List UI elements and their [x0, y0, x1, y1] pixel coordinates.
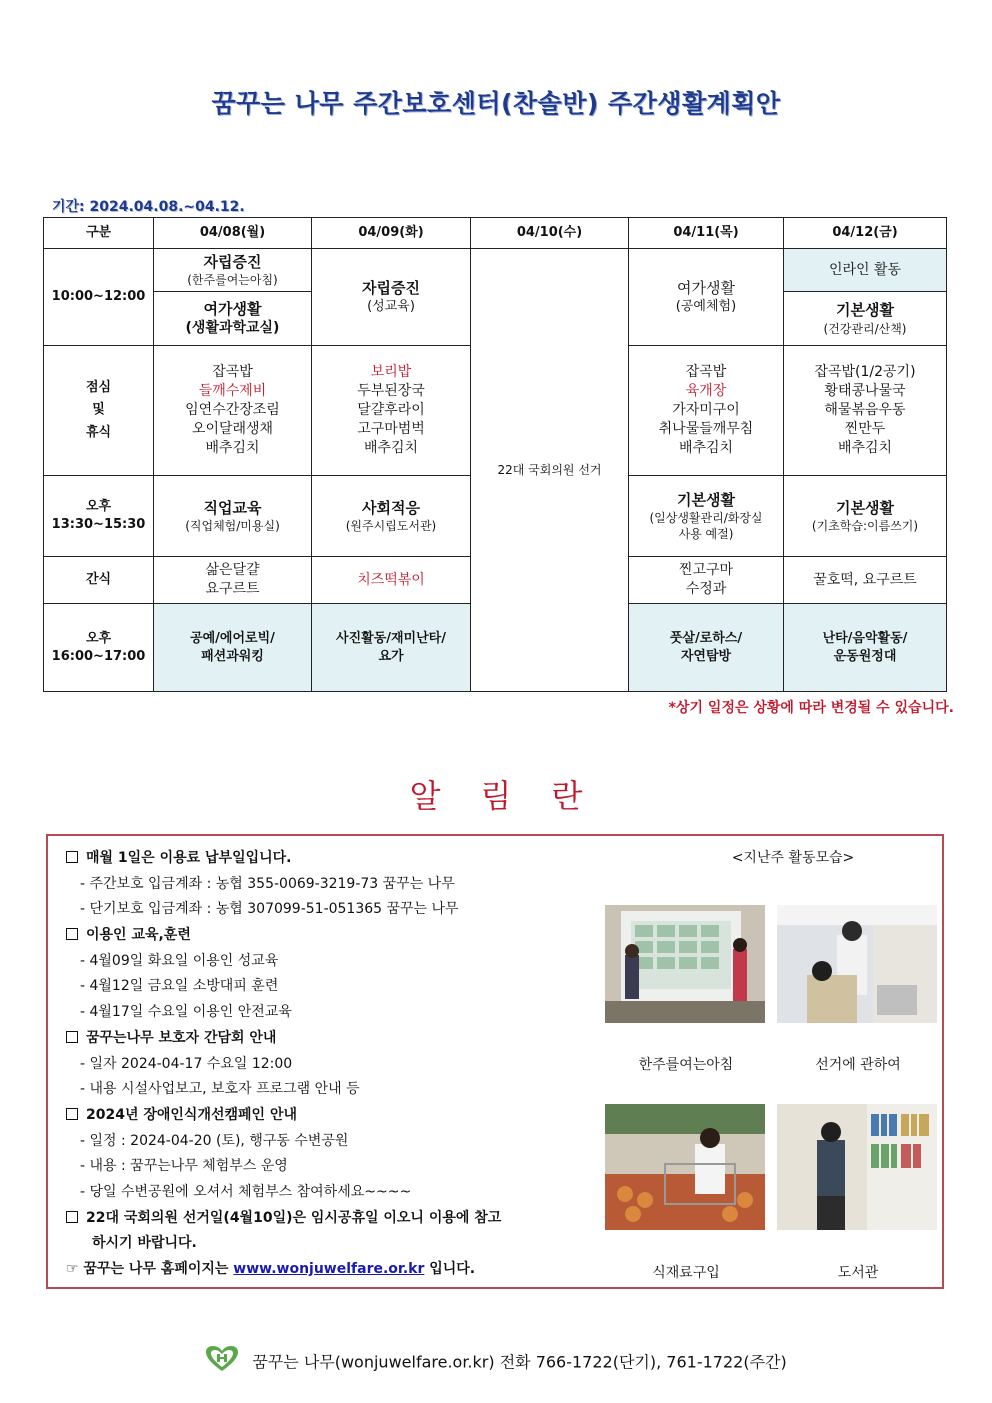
list-item: 하시기 바랍니다.: [92, 1235, 197, 1252]
photo-library-image: [777, 1104, 937, 1230]
row-label-late-afternoon: 오후 16:00~17:00: [44, 604, 154, 692]
fri-pm-cell: [784, 476, 947, 557]
mon-am2-main: 여가생활: [203, 299, 262, 318]
thu-am-sub: (공예체험): [675, 299, 737, 315]
header-fri: 04/12(금): [784, 218, 947, 249]
tue-pm-cell: [312, 476, 471, 557]
fri-lunch-cell: 잡곡밥(1/2공기) 황태콩나물국 해물볶음우동 찐만두 배추김치: [784, 346, 947, 476]
homepage-link[interactable]: www.wonjuwelfare.or.kr: [233, 1261, 425, 1277]
fri-late-cell: 난타/음악활동/ 운동원정대: [784, 604, 947, 692]
list-item: - 단기보호 입금계좌 : 농협 307099-51-051365 꿈꾸는 나무: [80, 901, 459, 918]
mon-pm-main: 직업교육: [203, 498, 262, 517]
header-tue: 04/09(화): [312, 218, 471, 249]
period-label: 기간: 2024.04.08.~04.12.: [52, 199, 245, 215]
row-label-lunch: 점심 및 휴식: [44, 346, 154, 476]
thu-pm-main: 기본생활: [677, 490, 735, 509]
heart-logo-icon: [205, 1345, 239, 1377]
list-item: - 내용 시설사업보고, 보호자 프로그램 안내 등: [80, 1081, 360, 1098]
notice-board: [46, 834, 944, 1289]
fri-am1-cell: 인라인 활동: [784, 249, 947, 292]
mon-am2-cell: [154, 292, 312, 346]
gallery-caption: 도서관: [837, 1265, 879, 1281]
thu-pm-sub: (일상생활관리/화장실 사용 예절): [649, 510, 763, 542]
list-item: - 일자 2024-04-17 수요일 12:00: [80, 1055, 293, 1072]
list-item: - 주간보호 입금계좌 : 농협 355-0069-3219-73 꿈꾸는 나무: [80, 875, 455, 892]
gallery-title: <지난주 활동모습>: [731, 850, 855, 866]
tue-late-cell: 사진활동/재미난타/ 요가: [312, 604, 471, 692]
list-item: - 일정 : 2024-04-20 (토), 행구동 수변공원: [80, 1132, 349, 1149]
header-category: 구분: [44, 218, 154, 249]
photo-grocery-image: [605, 1104, 765, 1230]
checkbox-square-icon: [66, 1211, 78, 1223]
fri-snack-cell: 꿀호떡, 요구르트: [784, 557, 947, 604]
checkbox-square-icon: [66, 1108, 78, 1120]
thu-late-cell: 풋살/로하스/ 자연탐방: [629, 604, 784, 692]
tue-am-main: 자립증진: [362, 279, 420, 298]
header-mon: 04/08(월): [154, 218, 312, 249]
photo-library: [777, 1104, 937, 1230]
wed-all-cell: 22대 국회의원 선거: [471, 249, 629, 692]
header-thu: 04/11(목): [629, 218, 784, 249]
list-item: 매월 1일은 이용료 납부일입니다.: [66, 846, 586, 872]
tue-am-cell: [312, 249, 471, 346]
photo-election: [777, 905, 937, 1023]
tue-lunch-cell: 보리밥 두부된장국 달걀후라이 고구마범벅 배추김치: [312, 346, 471, 476]
row-label-morning: 10:00~12:00: [44, 249, 154, 346]
photo-projector-image: [605, 905, 765, 1023]
thu-lunch-cell: 잡곡밥 육개장 가자미구이 취나물들깨무침 배추김치: [629, 346, 784, 476]
thu-pm-cell: [629, 476, 784, 557]
gallery-caption: 한주를여는아침: [638, 1057, 734, 1073]
list-item: 2024년 장애인식개선캠페인 안내: [66, 1103, 586, 1129]
thu-snack-cell: 찐고구마 수정과: [629, 557, 784, 604]
list-item: - 4월12일 금요일 소방대피 훈련: [80, 978, 279, 995]
footer: [0, 1345, 992, 1377]
table-header-row: [44, 218, 947, 249]
schedule-change-note: *상기 일정은 상황에 따라 변경될 수 있습니다.: [668, 700, 954, 716]
weekly-schedule-table: [43, 217, 947, 692]
mon-lunch-cell: 잡곡밥 들깨수제비 임연수간장조림 오이달래생채 배추김치: [154, 346, 312, 476]
list-item: 꿈꾸는나무 보호자 간담회 안내: [66, 1026, 586, 1052]
gallery-caption: 선거에 관하여: [815, 1057, 901, 1073]
mon-am1-main: 자립증진: [203, 252, 262, 271]
notice-heading: 알림란: [409, 777, 623, 815]
mon-snack-cell: 삶은달걀 요구르트: [154, 557, 312, 604]
row-label-afternoon: 오후 13:30~15:30: [44, 476, 154, 557]
list-item: 22대 국회의원 선거일(4월10일)은 임시공휴일 이오니 이용에 참고: [66, 1206, 586, 1232]
list-item: - 당일 수변공원에 오셔서 체험부스 참여하세요~~~~: [80, 1183, 412, 1200]
tue-snack-cell: 치즈떡볶이: [312, 557, 471, 604]
mon-am1-sub: (한주를여는아침): [187, 273, 278, 288]
checkbox-square-icon: [66, 928, 78, 940]
photo-election-image: [777, 905, 937, 1023]
mon-late-cell: 공예/에어로빅/ 패션과워킹: [154, 604, 312, 692]
tue-pm-sub: (원주시립도서관): [345, 519, 437, 534]
mon-am1-cell: [154, 249, 312, 292]
mon-pm-sub: (직업체험/미용실): [185, 519, 280, 534]
row-label-snack: 간식: [44, 557, 154, 604]
list-item: - 4월09일 화요일 이용인 성교육: [80, 952, 279, 969]
photo-grocery: [605, 1104, 765, 1230]
homepage-line: ☞ 꿈꾸는 나무 홈페이지는 www.wonjuwelfare.or.kr 입니다.: [66, 1261, 476, 1277]
photo-weekly-morning: [605, 905, 765, 1023]
notice-list: [66, 846, 586, 1283]
list-item: - 내용 : 꿈꾸는나무 체험부스 운영: [80, 1158, 288, 1175]
footer-text: 꿈꾸는 나무(wonjuwelfare.or.kr) 전화 766-1722(단기), 761-1722(주간): [252, 1352, 787, 1372]
tue-am-sub: (성교육): [367, 299, 415, 315]
fri-pm-main: 기본생활: [836, 498, 894, 517]
header-wed: 04/10(수): [471, 218, 629, 249]
checkbox-square-icon: [66, 851, 78, 863]
thu-am-cell: [629, 249, 784, 346]
table-row: [44, 249, 947, 292]
list-item: - 4월17일 수요일 이용인 안전교육: [80, 1004, 292, 1021]
thu-am-main: 여가생활: [677, 279, 735, 298]
tue-pm-main: 사회적응: [362, 498, 420, 517]
checkbox-square-icon: [66, 1031, 78, 1043]
mon-pm-cell: [154, 476, 312, 557]
gallery-caption: 식재료구입: [652, 1265, 720, 1281]
fri-am2-main: 기본생활: [836, 301, 894, 320]
mon-am2-sub: (생활과학교실): [185, 320, 280, 337]
list-item: 이용인 교육,훈련: [66, 923, 586, 949]
fri-am2-cell: [784, 292, 947, 346]
fri-pm-sub: (기초학습:이름쓰기): [811, 519, 919, 534]
page-title: 꿈꾸는 나무 주간보호센터(찬솔반) 주간생활계획안: [211, 89, 781, 118]
fri-am2-sub: (건강관리/산책): [823, 321, 907, 336]
